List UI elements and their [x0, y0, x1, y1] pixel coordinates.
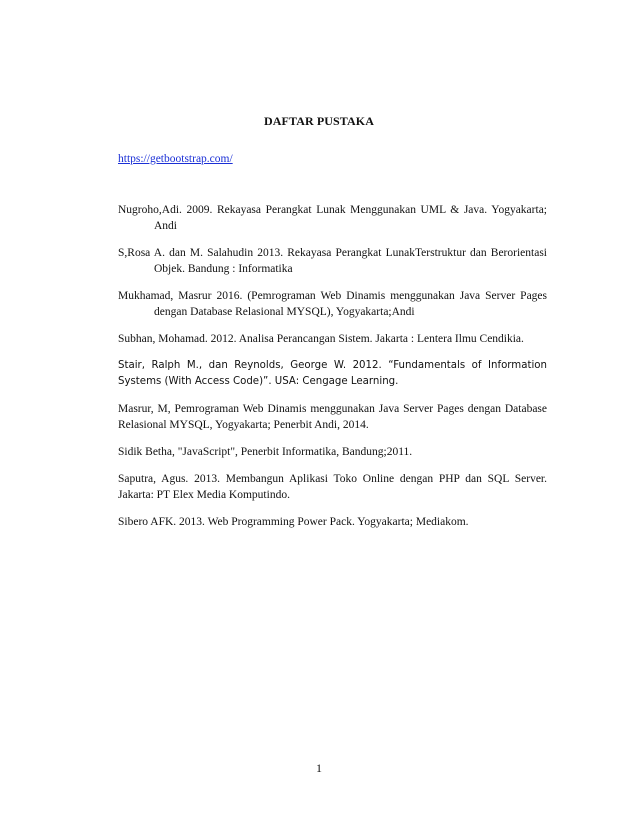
reference-item: S,Rosa A. dan M. Salahudin 2013. Rekayasa Perangkat LunakTerstruktur dan Berorientasi Objek. Bandung : Informatika	[118, 247, 547, 275]
reference-item: Saputra, Agus. 2013. Membangun Aplikasi Toko Online dengan PHP dan SQL Server. Jakarta: PT Elex Media Komputindo.	[118, 473, 547, 501]
bootstrap-link[interactable]: https://getbootstrap.com/	[118, 153, 233, 165]
reference-item: Subhan, Mohamad. 2012. Analisa Perancangan Sistem. Jakarta : Lentera Ilmu Cendikia.	[118, 333, 524, 345]
reference-item: Stair, Ralph M., dan Reynolds, George W. 2012. “Fundamentals of Information Systems (With Access Code)”. USA: Cengage Learning.	[118, 360, 547, 387]
reference-item: Masrur, M, Pemrograman Web Dinamis menggunakan Java Server Pages dengan Database Relasional MYSQL, Yogyakarta; Penerbit Andi, 2014.	[118, 403, 547, 431]
reference-item: Nugroho,Adi. 2009. Rekayasa Perangkat Lunak Menggunakan UML & Java. Yogyakarta; Andi	[118, 204, 547, 232]
reference-item: Mukhamad, Masrur 2016. (Pemrograman Web Dinamis menggunakan Java Server Pages dengan Database Relasional MYSQL), Yogyakarta;Andi	[118, 290, 547, 318]
page-title: DAFTAR PUSTAKA	[264, 114, 374, 128]
reference-item: Sibero AFK. 2013. Web Programming Power Pack. Yogyakarta; Mediakom.	[118, 516, 469, 528]
reference-list	[118, 202, 547, 541]
page-number: 1	[316, 761, 322, 775]
reference-item: Sidik Betha, "JavaScript", Penerbit Informatika, Bandung;2011.	[118, 446, 413, 458]
